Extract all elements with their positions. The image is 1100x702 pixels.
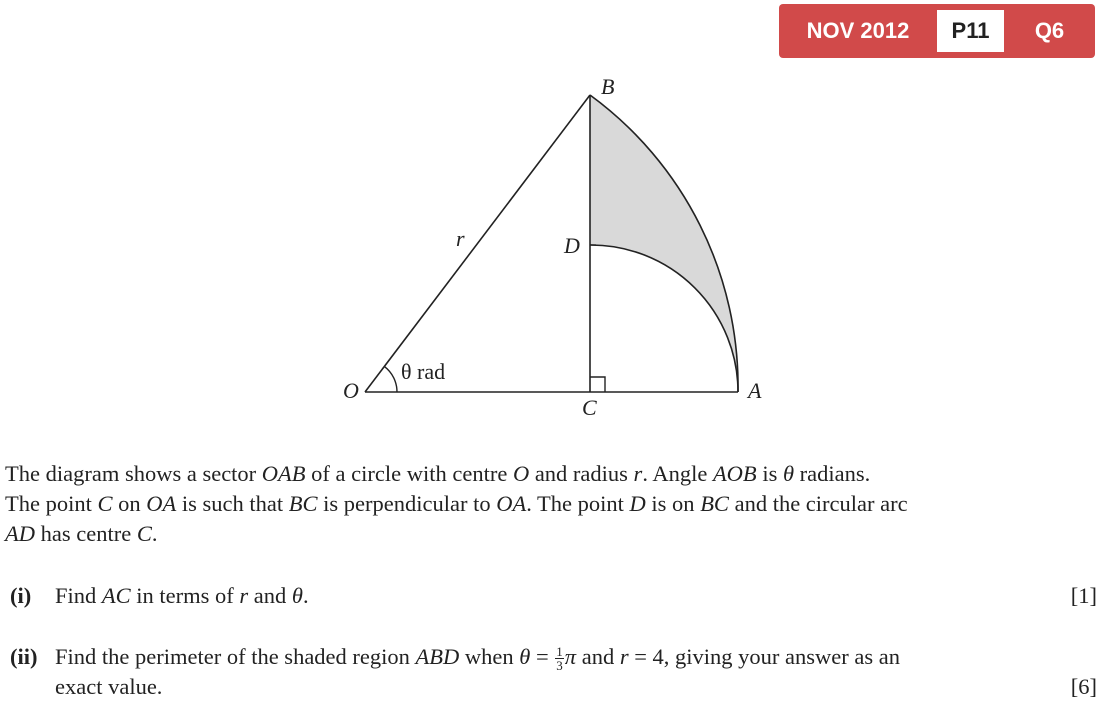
label-angle: θ rad (401, 359, 446, 384)
part-text: Find the perimeter of the shaded region ABD when θ = $\frac{1}{3}$ π and r = 4, giving your answer as an exact value. (55, 644, 900, 700)
part-number: (i) (10, 583, 32, 608)
label-o: O (343, 378, 359, 403)
label-c: C (582, 395, 597, 420)
part-number: (ii) (10, 644, 38, 669)
part-text: Find AC in terms of r and θ. (55, 583, 309, 608)
question-stem: The diagram shows a sector OAB of a circle with centre O and radius r. Angle AOB is θ radians. The point C on OA is such that BC is perpendicular to OA. The point D is on BC and the circular arc AD has centre C. (5, 461, 908, 546)
angle-arc-o (385, 367, 398, 392)
paper-number: P11 (937, 10, 1004, 52)
exam-session: NOV 2012 (806, 18, 910, 43)
label-r: r (456, 226, 465, 251)
right-angle-marker (590, 377, 605, 392)
label-b: B (601, 74, 615, 99)
radius-ob (365, 95, 590, 392)
part-marks: [6] (1070, 674, 1097, 699)
label-d: D (564, 233, 580, 258)
part-marks: [1] (1070, 583, 1097, 608)
question-part-ii (10, 642, 1097, 702)
fraction-one-third: $\frac{1}{3}$ (556, 644, 563, 674)
label-a: A (748, 378, 762, 403)
question-number: Q6 (1034, 18, 1065, 43)
shaded-region-abd (590, 95, 738, 392)
question-part-i (10, 581, 1097, 611)
